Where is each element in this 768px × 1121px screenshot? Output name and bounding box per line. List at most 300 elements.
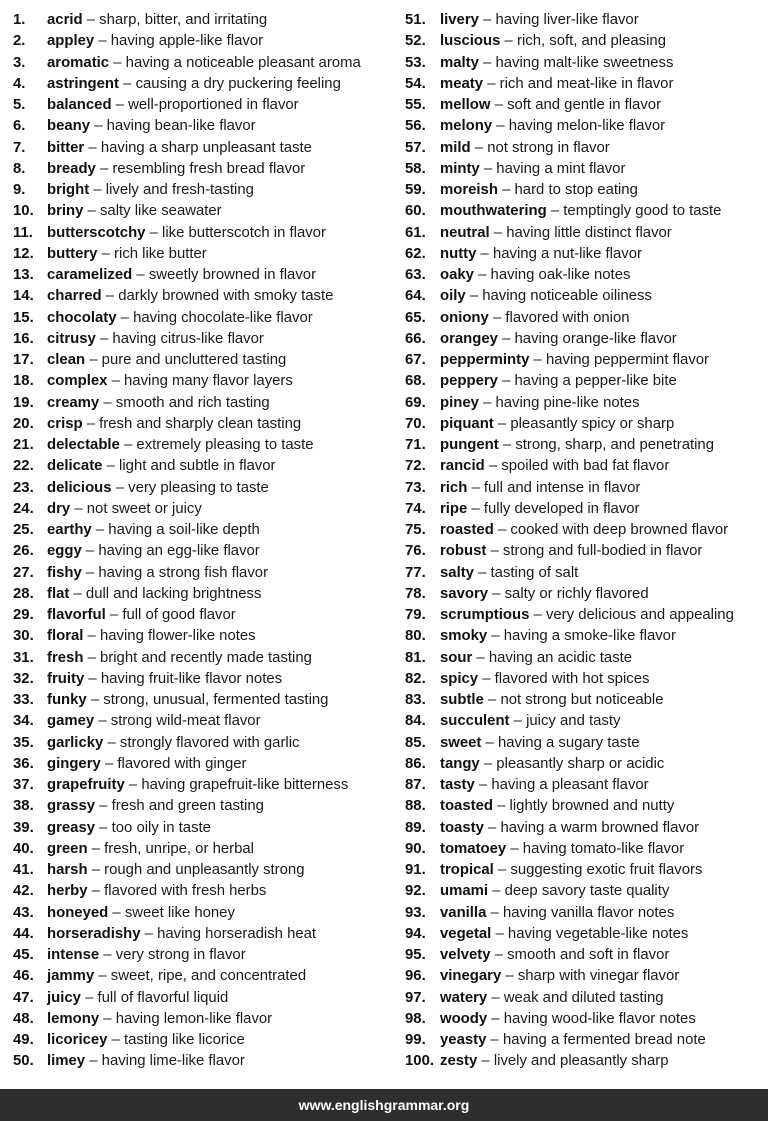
entry-definition: resembling fresh bread flavor bbox=[112, 160, 306, 177]
entry-definition: flavored with ginger bbox=[117, 755, 247, 772]
entry-word: green bbox=[47, 840, 88, 857]
entry-separator: – bbox=[98, 713, 107, 730]
entry-definition: having noticeable oiliness bbox=[482, 288, 652, 305]
list-item bbox=[13, 456, 393, 477]
entry-number: 38. bbox=[13, 798, 34, 815]
list-item bbox=[405, 711, 765, 732]
entry-separator: – bbox=[120, 309, 129, 326]
entry-number: 10. bbox=[13, 203, 34, 220]
entry-word: sour bbox=[440, 649, 473, 666]
entry-number: 65. bbox=[405, 309, 426, 326]
entry-separator: – bbox=[123, 75, 132, 92]
entry-number: 19. bbox=[13, 394, 34, 411]
list-item bbox=[405, 31, 765, 52]
entry-word: floral bbox=[47, 628, 84, 645]
entry-separator: – bbox=[89, 1053, 98, 1070]
entry-separator: – bbox=[505, 968, 514, 985]
entry-definition: pleasantly spicy or sharp bbox=[510, 415, 675, 432]
entry-number: 9. bbox=[13, 182, 26, 198]
list-item bbox=[405, 988, 765, 1009]
entry-word: butterscotchy bbox=[47, 224, 146, 241]
list-item bbox=[405, 605, 765, 626]
entry-number: 94. bbox=[405, 925, 426, 942]
entry-separator: – bbox=[497, 415, 507, 432]
entry-separator: – bbox=[497, 522, 507, 538]
list-item bbox=[405, 10, 765, 31]
entry-number: 25. bbox=[13, 522, 34, 538]
entry-number: 87. bbox=[405, 777, 426, 793]
entry-number: 72. bbox=[405, 458, 426, 475]
entry-separator: – bbox=[478, 564, 487, 581]
entry-word: delicious bbox=[47, 479, 112, 496]
entry-number: 20. bbox=[13, 415, 34, 432]
entry-word: horseradishy bbox=[47, 925, 141, 942]
entry-word: peppery bbox=[440, 373, 498, 390]
entry-word: malty bbox=[440, 54, 479, 71]
entry-number: 4. bbox=[13, 75, 26, 92]
list-item bbox=[13, 414, 393, 435]
entry-definition: temptingly good to taste bbox=[563, 203, 722, 220]
entry-number: 57. bbox=[405, 139, 426, 156]
entry-number: 81. bbox=[405, 649, 426, 666]
entry-definition: sweet like honey bbox=[124, 904, 235, 921]
entry-word: ripe bbox=[440, 500, 468, 517]
entry-definition: having apple-like flavor bbox=[110, 33, 264, 50]
entry-separator: – bbox=[128, 777, 138, 793]
entry-definition: too oily in taste bbox=[111, 819, 211, 836]
list-item bbox=[405, 1030, 765, 1051]
entry-number: 89. bbox=[405, 819, 426, 836]
entry-definition: sweetly browned in flavor bbox=[148, 267, 317, 283]
entry-separator: – bbox=[476, 649, 485, 666]
entry-word: bright bbox=[47, 182, 90, 198]
list-item bbox=[405, 1051, 765, 1072]
entry-definition: strong and full-bodied in flavor bbox=[502, 543, 703, 560]
entry-definition: soft and gentle in flavor bbox=[507, 97, 662, 113]
list-item bbox=[405, 201, 765, 222]
entry-definition: having melon-like flavor bbox=[508, 118, 666, 135]
entry-number: 41. bbox=[13, 862, 34, 878]
entry-definition: light and subtle in flavor bbox=[119, 458, 276, 475]
list-item bbox=[13, 924, 393, 945]
entry-separator: – bbox=[88, 670, 97, 687]
entry-word: intense bbox=[47, 947, 100, 963]
entry-number: 77. bbox=[405, 564, 426, 581]
entry-separator: – bbox=[112, 904, 121, 921]
entry-separator: – bbox=[502, 182, 511, 198]
entry-definition: salty like seawater bbox=[99, 203, 222, 220]
entry-word: mellow bbox=[440, 97, 491, 113]
entry-definition: bright and recently made tasting bbox=[100, 649, 312, 666]
list-item bbox=[13, 520, 393, 541]
entry-definition: strong wild-meat flavor bbox=[110, 713, 261, 730]
list-item bbox=[405, 95, 765, 116]
entry-word: oily bbox=[440, 288, 466, 305]
entry-number: 18. bbox=[13, 373, 34, 390]
entry-number: 61. bbox=[405, 224, 426, 241]
entry-number: 14. bbox=[13, 288, 34, 305]
entry-word: charred bbox=[47, 288, 102, 305]
entry-word: creamy bbox=[47, 394, 100, 411]
entry-separator: – bbox=[491, 1010, 500, 1027]
entry-word: briny bbox=[47, 203, 84, 220]
entry-separator: – bbox=[101, 245, 110, 262]
list-item bbox=[405, 308, 765, 329]
entry-definition: having a pepper-like bite bbox=[514, 373, 677, 390]
entry-word: smoky bbox=[440, 628, 488, 645]
entry-number: 6. bbox=[13, 118, 26, 135]
entry-number: 74. bbox=[405, 500, 426, 517]
entry-definition: very delicious and appealing bbox=[545, 607, 734, 623]
list-item bbox=[405, 350, 765, 371]
entry-separator: – bbox=[488, 458, 498, 475]
entry-separator: – bbox=[87, 649, 96, 666]
entry-separator: – bbox=[483, 755, 493, 772]
entry-number: 11. bbox=[13, 224, 33, 241]
entry-word: zesty bbox=[440, 1053, 478, 1070]
entry-definition: having malt-like sweetness bbox=[495, 54, 674, 71]
entry-number: 46. bbox=[13, 968, 34, 985]
entry-number: 8. bbox=[13, 160, 26, 177]
entry-word: acrid bbox=[47, 12, 83, 28]
entry-word: pepperminty bbox=[440, 352, 530, 368]
entry-separator: – bbox=[471, 500, 480, 517]
entry-word: limey bbox=[47, 1053, 86, 1070]
entry-definition: sharp, bitter, and irritating bbox=[99, 12, 268, 28]
entry-number: 17. bbox=[13, 352, 34, 368]
entry-definition: deep savory taste quality bbox=[504, 883, 670, 900]
entry-word: flavorful bbox=[47, 607, 106, 623]
entry-word: flat bbox=[47, 585, 70, 602]
list-item bbox=[405, 626, 765, 647]
entry-number: 54. bbox=[405, 75, 426, 92]
entry-word: herby bbox=[47, 883, 88, 900]
entry-number: 85. bbox=[405, 734, 426, 751]
entry-separator: – bbox=[487, 75, 496, 92]
entry-word: savory bbox=[440, 585, 489, 602]
list-item bbox=[13, 945, 393, 966]
entry-number: 16. bbox=[13, 330, 34, 347]
entry-word: nutty bbox=[440, 245, 477, 262]
entry-word: buttery bbox=[47, 245, 98, 262]
entry-separator: – bbox=[91, 883, 100, 900]
list-item bbox=[13, 350, 393, 371]
list-item bbox=[13, 308, 393, 329]
list-item bbox=[13, 626, 393, 647]
entry-word: mouthwatering bbox=[440, 203, 547, 220]
entry-separator: – bbox=[98, 968, 107, 985]
entry-number: 1. bbox=[13, 12, 26, 28]
entry-definition: having vegetable-like notes bbox=[507, 925, 689, 942]
entry-word: subtle bbox=[440, 692, 484, 708]
entry-number: 36. bbox=[13, 755, 34, 772]
entry-word: beany bbox=[47, 118, 91, 135]
list-item bbox=[13, 541, 393, 562]
entry-definition: not sweet or juicy bbox=[86, 500, 202, 517]
entry-number: 33. bbox=[13, 692, 34, 708]
entry-definition: tasting like licorice bbox=[124, 1032, 245, 1048]
list-item bbox=[13, 371, 393, 392]
entry-separator: – bbox=[99, 798, 108, 815]
entry-definition: very strong in flavor bbox=[115, 947, 246, 963]
list-item bbox=[13, 1009, 393, 1030]
entry-definition: dull and lacking brightness bbox=[85, 585, 262, 602]
entry-number: 44. bbox=[13, 925, 34, 942]
entry-definition: having liver-like flavor bbox=[495, 12, 639, 28]
entry-separator: – bbox=[103, 947, 112, 963]
entry-definition: flavored with onion bbox=[505, 309, 630, 326]
entry-word: delicate bbox=[47, 458, 103, 475]
list-item bbox=[13, 860, 393, 881]
entry-definition: not strong but noticeable bbox=[500, 692, 664, 708]
entry-word: gamey bbox=[47, 713, 95, 730]
list-item bbox=[405, 924, 765, 945]
entry-separator: – bbox=[495, 925, 504, 942]
list-item bbox=[13, 499, 393, 520]
entry-word: balanced bbox=[47, 97, 112, 113]
list-item bbox=[405, 74, 765, 95]
list-item bbox=[405, 966, 765, 987]
entry-word: meaty bbox=[440, 75, 484, 92]
entry-word: garlicky bbox=[47, 734, 104, 751]
entry-definition: fully developed in flavor bbox=[483, 500, 640, 517]
entry-number: 78. bbox=[405, 585, 426, 602]
list-item bbox=[13, 265, 393, 286]
entry-number: 60. bbox=[405, 203, 426, 220]
entry-definition: having pine-like notes bbox=[495, 394, 640, 411]
list-item bbox=[405, 775, 765, 796]
entry-number: 70. bbox=[405, 415, 426, 432]
entry-word: licoricey bbox=[47, 1032, 108, 1048]
entry-definition: full of flavorful liquid bbox=[97, 989, 229, 1006]
entry-definition: suggesting exotic fruit flavors bbox=[510, 862, 703, 878]
entry-word: neutral bbox=[440, 224, 490, 241]
entry-word: succulent bbox=[440, 713, 510, 730]
entry-word: vinegary bbox=[440, 968, 502, 985]
entry-number: 56. bbox=[405, 118, 426, 135]
entry-word: vegetal bbox=[440, 925, 492, 942]
entry-definition: having wood-like flavor notes bbox=[503, 1010, 696, 1027]
entry-definition: having flower-like notes bbox=[99, 628, 256, 645]
entry-definition: like butterscotch in flavor bbox=[162, 224, 326, 241]
entry-word: vanilla bbox=[440, 904, 487, 921]
entry-separator: – bbox=[480, 245, 489, 262]
list-item bbox=[13, 159, 393, 180]
entry-number: 3. bbox=[13, 54, 26, 71]
entry-separator: – bbox=[483, 12, 492, 28]
entry-separator: – bbox=[85, 989, 94, 1006]
entry-word: umami bbox=[440, 883, 488, 900]
entry-separator: – bbox=[123, 437, 133, 453]
entry-definition: having a noticeable pleasant aroma bbox=[125, 54, 361, 71]
entry-definition: lively and fresh-tasting bbox=[105, 182, 254, 198]
entry-separator: – bbox=[107, 734, 116, 751]
list-item bbox=[13, 53, 393, 74]
entry-number: 82. bbox=[405, 670, 426, 687]
entry-definition: full of good flavor bbox=[122, 607, 236, 623]
footer-bar bbox=[0, 1089, 768, 1121]
entry-definition: weak and diluted tasting bbox=[503, 989, 664, 1006]
entry-number: 62. bbox=[405, 245, 426, 262]
entry-number: 31. bbox=[13, 649, 34, 666]
list-item bbox=[13, 74, 393, 95]
entry-definition: having an acidic taste bbox=[488, 649, 633, 666]
entry-word: tropical bbox=[440, 862, 494, 878]
list-item bbox=[13, 10, 393, 31]
footer-url[interactable]: www.englishgrammar.org bbox=[298, 1097, 470, 1113]
entry-separator: – bbox=[144, 925, 153, 942]
entry-separator: – bbox=[478, 267, 487, 283]
entry-number: 34. bbox=[13, 713, 34, 730]
list-item bbox=[405, 329, 765, 350]
entry-definition: fresh, unripe, or herbal bbox=[104, 840, 254, 857]
entry-number: 64. bbox=[405, 288, 426, 305]
entry-definition: rough and unpleasantly strong bbox=[104, 862, 305, 878]
entry-separator: – bbox=[91, 840, 100, 857]
list-item bbox=[13, 775, 393, 796]
list-item bbox=[405, 159, 765, 180]
list-item bbox=[13, 116, 393, 137]
entry-separator: – bbox=[513, 713, 522, 730]
entry-definition: having tomato-like flavor bbox=[522, 840, 685, 857]
entry-separator: – bbox=[491, 628, 500, 645]
entry-definition: fresh and green tasting bbox=[111, 798, 264, 815]
entry-number: 2. bbox=[13, 33, 26, 50]
entry-definition: strongly flavored with garlic bbox=[119, 734, 300, 751]
entry-separator: – bbox=[115, 97, 124, 113]
entry-word: toasted bbox=[440, 798, 493, 815]
word-list-column-right bbox=[405, 10, 765, 1073]
entry-separator: – bbox=[488, 692, 497, 708]
entry-word: rich bbox=[440, 479, 468, 496]
entry-word: aromatic bbox=[47, 54, 110, 71]
entry-number: 51. bbox=[405, 12, 426, 28]
entry-separator: – bbox=[481, 1053, 490, 1070]
list-item bbox=[13, 138, 393, 159]
list-item bbox=[13, 329, 393, 350]
entry-separator: – bbox=[94, 118, 103, 135]
entry-number: 99. bbox=[405, 1032, 426, 1048]
entry-separator: – bbox=[483, 160, 493, 177]
entry-definition: pure and uncluttered tasting bbox=[101, 352, 287, 368]
list-item bbox=[13, 818, 393, 839]
entry-number: 50. bbox=[13, 1053, 34, 1070]
entry-separator: – bbox=[89, 352, 98, 368]
entry-word: watery bbox=[440, 989, 488, 1006]
entry-separator: – bbox=[105, 288, 115, 305]
entry-word: fresh bbox=[47, 649, 84, 666]
list-item bbox=[13, 669, 393, 690]
entry-number: 22. bbox=[13, 458, 34, 475]
entry-definition: having a nut-like flavor bbox=[492, 245, 642, 262]
entry-definition: having bean-like flavor bbox=[106, 118, 256, 135]
entry-word: pungent bbox=[440, 437, 499, 453]
entry-separator: – bbox=[504, 33, 513, 50]
entry-separator: – bbox=[136, 267, 145, 283]
entry-separator: – bbox=[469, 288, 479, 305]
entry-number: 32. bbox=[13, 670, 34, 687]
entry-separator: – bbox=[91, 862, 100, 878]
entry-word: funky bbox=[47, 692, 87, 708]
entry-separator: – bbox=[111, 373, 120, 390]
list-item bbox=[405, 541, 765, 562]
entry-separator: – bbox=[490, 543, 499, 560]
entry-number: 37. bbox=[13, 777, 34, 793]
entry-separator: – bbox=[474, 139, 484, 156]
entry-separator: – bbox=[85, 543, 95, 560]
entry-separator: – bbox=[502, 373, 511, 390]
list-item bbox=[13, 988, 393, 1009]
list-item bbox=[405, 180, 765, 201]
entry-number: 92. bbox=[405, 883, 426, 900]
entry-word: jammy bbox=[47, 968, 95, 985]
entry-number: 96. bbox=[405, 968, 426, 985]
list-item bbox=[405, 456, 765, 477]
entry-definition: not strong in flavor bbox=[487, 139, 610, 156]
list-item bbox=[405, 881, 765, 902]
entry-number: 43. bbox=[13, 904, 34, 921]
list-item bbox=[405, 371, 765, 392]
entry-word: piney bbox=[440, 394, 479, 411]
list-item bbox=[405, 265, 765, 286]
list-item bbox=[405, 499, 765, 520]
entry-definition: having peppermint flavor bbox=[545, 352, 710, 368]
list-item bbox=[405, 648, 765, 669]
entry-separator: – bbox=[497, 798, 506, 815]
entry-word: scrumptious bbox=[440, 607, 530, 623]
entry-number: 52. bbox=[405, 33, 426, 50]
entry-definition: having chocolate-like flavor bbox=[133, 309, 313, 326]
entry-word: yeasty bbox=[440, 1032, 487, 1048]
entry-separator: – bbox=[86, 12, 96, 28]
entry-definition: having a sugary taste bbox=[497, 734, 640, 751]
entry-number: 29. bbox=[13, 607, 34, 623]
entry-number: 24. bbox=[13, 500, 34, 517]
entry-definition: having an egg-like flavor bbox=[98, 543, 260, 560]
entry-word: honeyed bbox=[47, 904, 109, 921]
list-item bbox=[405, 435, 765, 456]
entry-word: luscious bbox=[440, 33, 501, 50]
entry-separator: – bbox=[483, 394, 492, 411]
list-item bbox=[405, 733, 765, 754]
entry-separator: – bbox=[471, 479, 480, 496]
entry-word: mild bbox=[440, 139, 471, 156]
entry-number: 23. bbox=[13, 479, 34, 496]
entry-number: 55. bbox=[405, 97, 426, 113]
list-item bbox=[13, 648, 393, 669]
entry-separator: – bbox=[482, 670, 491, 687]
entry-number: 47. bbox=[13, 989, 34, 1006]
list-item bbox=[405, 818, 765, 839]
list-item bbox=[13, 95, 393, 116]
list-item bbox=[405, 903, 765, 924]
list-item bbox=[405, 669, 765, 690]
entry-definition: having a warm browned flavor bbox=[500, 819, 700, 836]
entry-separator: – bbox=[86, 415, 96, 432]
list-item bbox=[13, 180, 393, 201]
entry-definition: sharp with vinegar flavor bbox=[517, 968, 680, 985]
entry-definition: fresh and sharply clean tasting bbox=[99, 415, 302, 432]
entry-word: woody bbox=[440, 1010, 488, 1027]
entry-definition: having a soil-like depth bbox=[108, 522, 260, 538]
list-item bbox=[13, 966, 393, 987]
entry-number: 21. bbox=[13, 437, 34, 453]
entry-word: tomatoey bbox=[440, 840, 507, 857]
list-item bbox=[405, 839, 765, 860]
entry-number: 27. bbox=[13, 564, 34, 581]
entry-number: 7. bbox=[13, 139, 26, 156]
entry-word: harsh bbox=[47, 862, 88, 878]
